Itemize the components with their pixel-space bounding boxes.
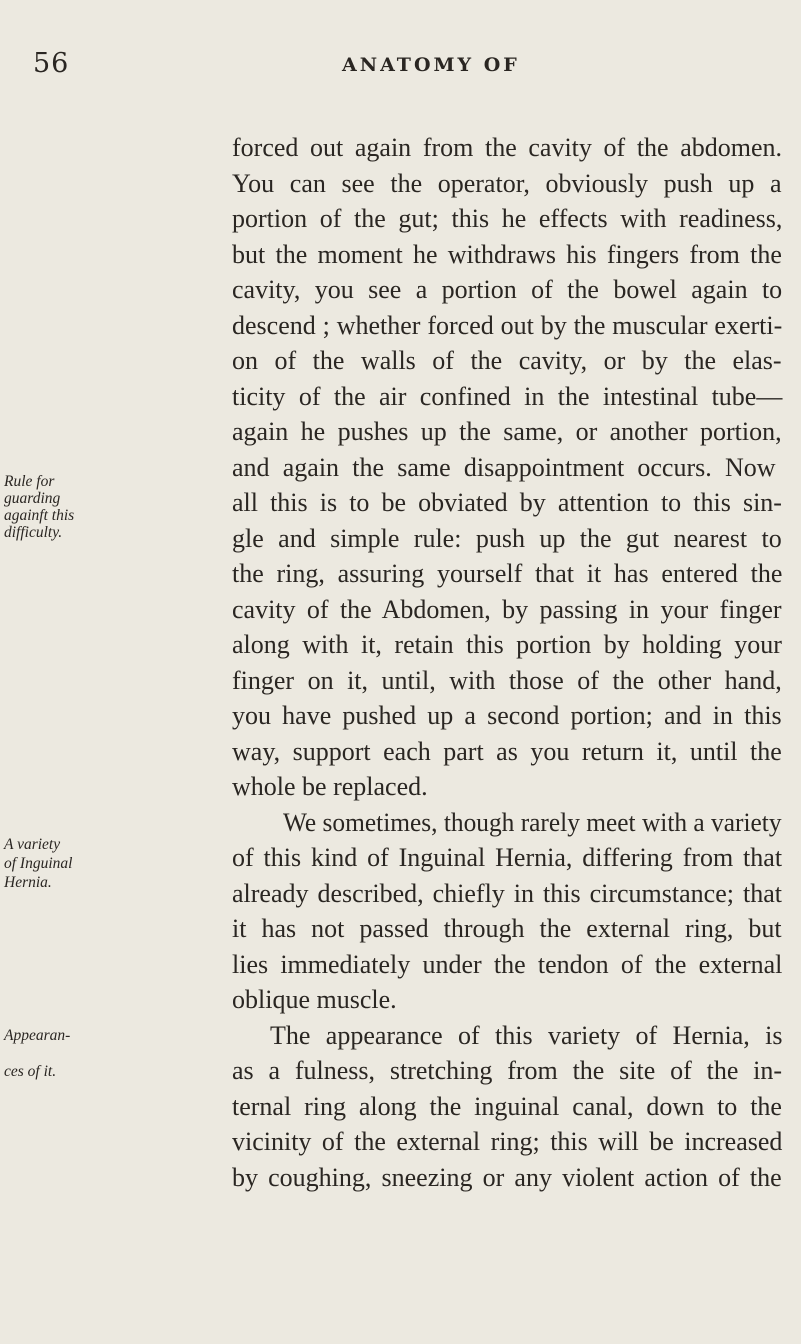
text-line: it has not passed through the external ring, but bbox=[232, 914, 782, 943]
margin-note-line: againft this bbox=[4, 507, 75, 524]
margin-note-line: Hernia. bbox=[4, 874, 52, 891]
text-line: the ring, assuring yourself that it has entered the bbox=[232, 559, 783, 588]
text-line: whole be replaced. bbox=[232, 772, 428, 801]
text-line: You can see the operator, obviously push up a bbox=[232, 169, 782, 198]
margin-note-line: ces of it. bbox=[4, 1063, 57, 1080]
text-line: cavity of the Abdomen, by passing in your finger bbox=[232, 595, 782, 624]
text-line: but the moment he withdraws his fingers from the bbox=[232, 240, 782, 269]
text-line: forced out again from the cavity of the abdomen. bbox=[232, 133, 783, 162]
text-line: gle and simple rule: push up the gut nearest to bbox=[232, 524, 782, 553]
text-line: way, support each part as you return it, until the bbox=[232, 737, 782, 766]
text-line: The appearance of this variety of Hernia, is bbox=[270, 1021, 783, 1050]
text-line: along with it, retain this portion by holding your bbox=[232, 630, 782, 659]
text-line: ticity of the air confined in the intestinal tube— bbox=[232, 382, 783, 411]
text-line: again he pushes up the same, or another portion, bbox=[232, 417, 782, 446]
text-line: We sometimes, though rarely meet with a variety bbox=[283, 808, 782, 837]
margin-note-line: Rule for bbox=[4, 473, 55, 490]
text-line: descend ; whether forced out by the muscular exerti- bbox=[232, 311, 783, 340]
margin-note-line: of Inguinal bbox=[4, 855, 73, 872]
text-line: of this kind of Inguinal Hernia, differing from that bbox=[232, 843, 783, 872]
page-number: 56 bbox=[33, 48, 70, 79]
text-line: as a fulness, stretching from the site of the in- bbox=[232, 1056, 783, 1085]
margin-note-line: difficulty. bbox=[4, 524, 63, 541]
text-line: oblique muscle. bbox=[232, 985, 397, 1014]
margin-note-line: Appearan- bbox=[4, 1027, 71, 1044]
text-line: you have pushed up a second portion; and in this bbox=[232, 701, 782, 730]
text-line: all this is to be obviated by attention to this sin- bbox=[232, 488, 782, 517]
text-line: lies immediately under the tendon of the external bbox=[232, 950, 783, 979]
text-line: portion of the gut; this he effects with readiness, bbox=[232, 204, 783, 233]
margin-note-line: A variety bbox=[4, 836, 61, 853]
text-line: by coughing, sneezing or any violent action of the bbox=[232, 1163, 782, 1192]
text-line: already described, chiefly in this circumstance; that bbox=[232, 879, 782, 908]
running-title: ANATOMY OF bbox=[342, 54, 520, 76]
text-line: ternal ring along the inguinal canal, down to the bbox=[232, 1092, 782, 1121]
margin-note-line: guarding bbox=[4, 490, 61, 507]
text-line: on of the walls of the cavity, or by the elas- bbox=[232, 346, 782, 375]
text-line: cavity, you see a portion of the bowel again to bbox=[232, 275, 783, 304]
text-line: finger on it, until, with those of the other hand, bbox=[232, 666, 782, 695]
text-line: and again the same disappointment occurs. Now bbox=[232, 453, 776, 482]
text-line: vicinity of the external ring; this will be increased bbox=[232, 1127, 783, 1156]
